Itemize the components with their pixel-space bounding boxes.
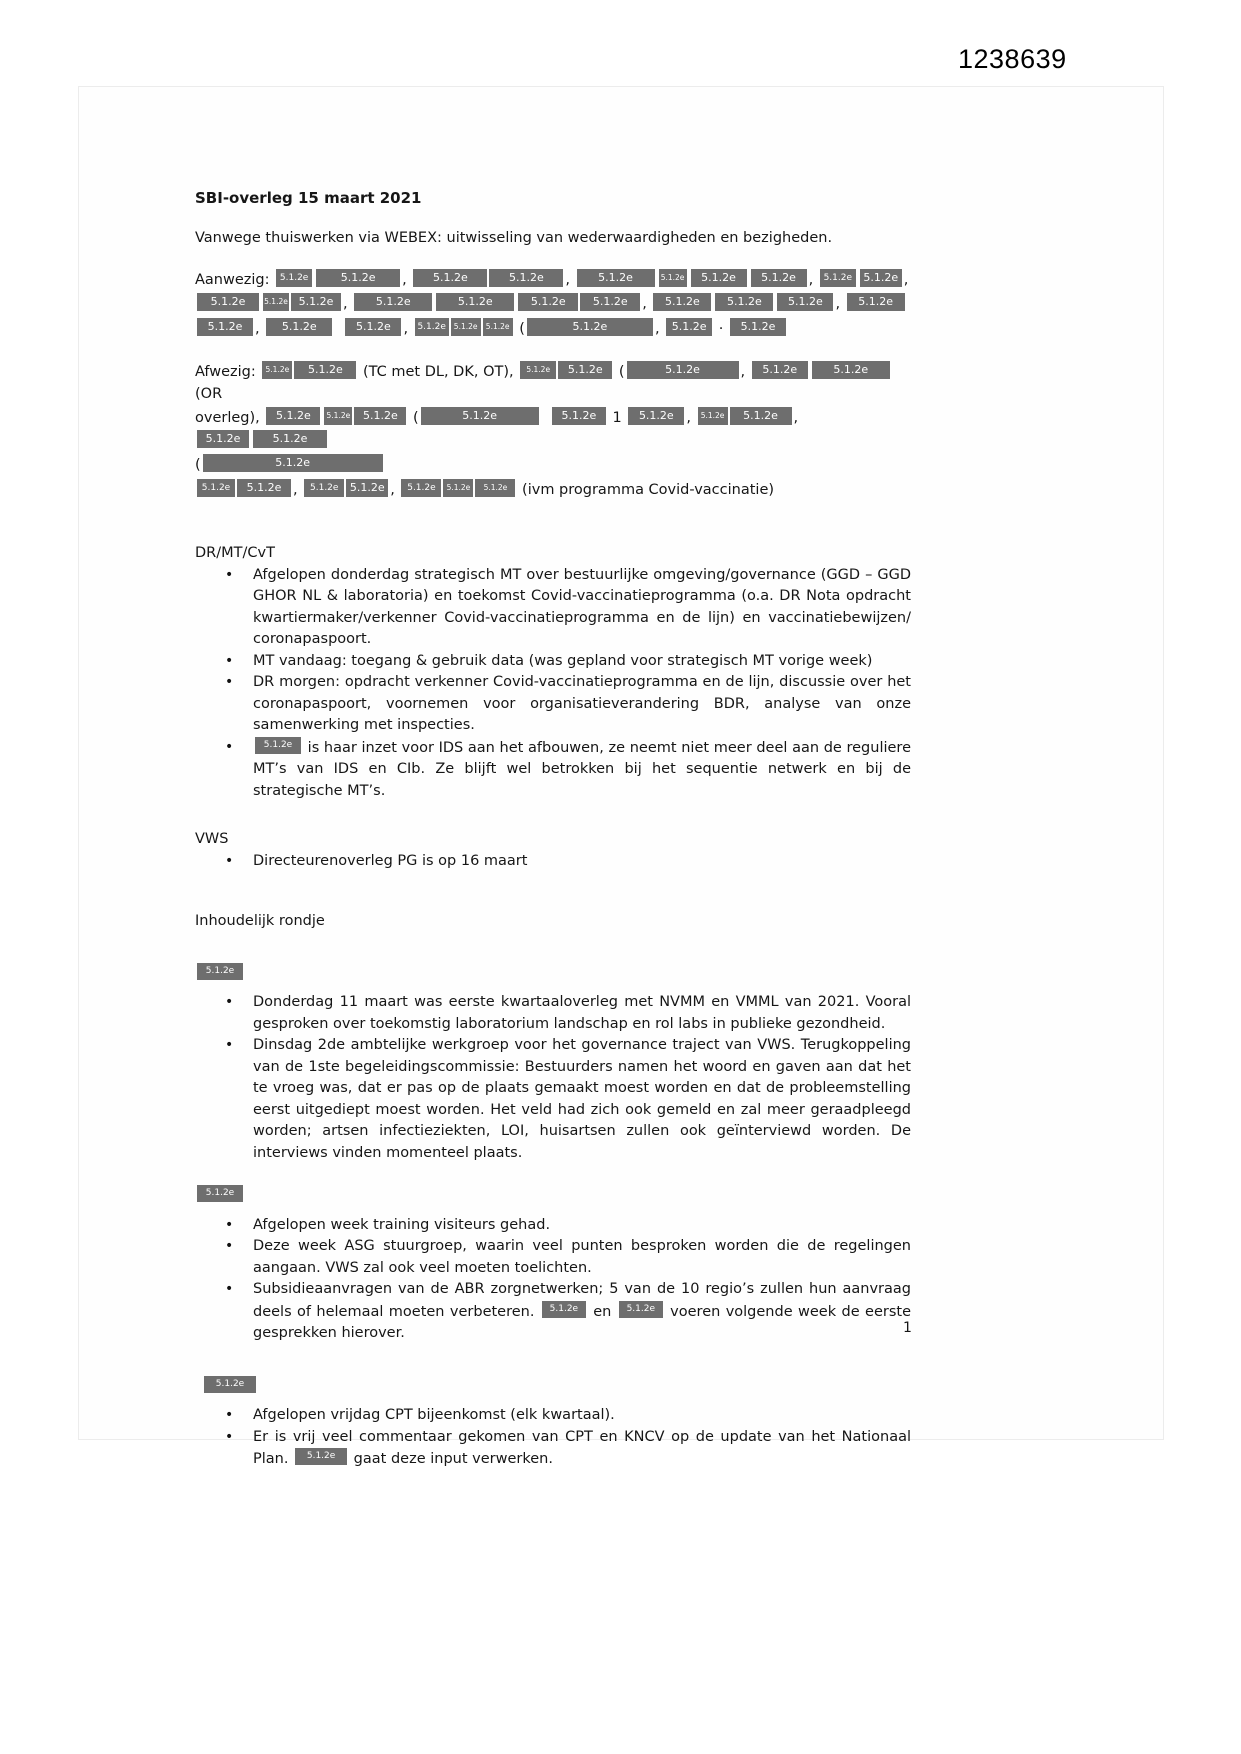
- redaction-box: 5.1.2e: [197, 293, 259, 311]
- text-fragment: (: [408, 410, 419, 426]
- redaction-box: 5.1.2e: [751, 269, 807, 287]
- redaction-box: 5.1.2e: [475, 479, 515, 497]
- text-fragment: ·: [714, 320, 728, 337]
- redaction-box: 5.1.2e: [413, 269, 487, 287]
- redaction-row: [195, 269, 911, 292]
- redaction-box: 5.1.2e: [820, 269, 856, 287]
- section-rondje: [195, 911, 911, 933]
- redaction-box: 5.1.2e: [752, 361, 808, 379]
- section-heading: Inhoudelijk rondje: [195, 913, 325, 929]
- redaction-box: 5.1.2e: [266, 318, 332, 336]
- sections-container: [195, 543, 916, 1471]
- redaction-box: 5.1.2e: [558, 361, 612, 379]
- text-fragment: (: [614, 364, 625, 380]
- redaction-box: 5.1.2e: [304, 479, 344, 497]
- section-block-c: [195, 1376, 916, 1471]
- text-fragment: ,: [390, 481, 400, 498]
- redaction-box: 5.1.2e: [255, 737, 301, 754]
- bullet-list: [195, 1405, 916, 1471]
- bullet-item: [253, 1215, 911, 1237]
- text-fragment: ,: [903, 271, 909, 288]
- redaction-box: 5.1.2e: [577, 269, 655, 287]
- text-fragment: ,: [403, 320, 413, 337]
- section-block-b: [195, 1185, 916, 1345]
- bullet-item: [253, 565, 916, 651]
- text-fragment: Afwezig:: [195, 364, 261, 380]
- text-fragment: DR morgen: opdracht verkenner Covid-vaccinatieprogramma en de lijn, discussie over het coronapaspoort, voornemen voor organisatieverandering BDR, analyse van onze samenwerking met inspecties.: [253, 674, 916, 733]
- redaction-box: 5.1.2e: [552, 407, 606, 425]
- text-fragment: ,: [686, 410, 696, 426]
- redaction-box: 5.1.2e: [542, 1301, 586, 1318]
- bullet-list: [195, 565, 916, 803]
- redaction-box: 5.1.2e: [518, 293, 578, 311]
- text-fragment: Er is vrij veel commentaar gekomen van CPT en KNCV op de update van het Nationaal Plan.: [253, 1428, 916, 1467]
- redaction-box: 5.1.2e: [276, 269, 312, 287]
- redaction-box: 5.1.2e: [483, 318, 513, 336]
- text-fragment: ,: [835, 296, 845, 312]
- section-redacted-heading: [195, 1376, 911, 1399]
- text-fragment: Dinsdag 2de ambtelijke werkgroep voor het governance traject van VWS. Terugkoppeling van de 1ste begeleidingscommissie: Bestuurders namen het woord en gaven aan dat het te vroeg was, dat er pas op de plaats gemaakt moest worden en dat de probleemstelling eerst uitgediept moest worden. Het veld had zich ook gemeld en zal meer geraadpleegd worden; artsen infectieziekten, LOI, huisartsen zullen ook geïnterviewd worden. De interviews vinden momenteel plaats.: [253, 1037, 916, 1161]
- redaction-box: 5.1.2e: [421, 407, 539, 425]
- redaction-box: 5.1.2e: [451, 318, 481, 336]
- text-fragment: MT vandaag: toegang & gebruik data (was gepland voor strategisch MT vorige week): [253, 652, 873, 669]
- redaction-box: 5.1.2e: [295, 1448, 347, 1465]
- section-heading: VWS: [195, 831, 229, 847]
- redaction-box: 5.1.2e: [197, 1185, 243, 1202]
- section-drmt: [195, 543, 916, 802]
- redaction-box: 5.1.2e: [691, 269, 747, 287]
- intro-paragraph: Vanwege thuiswerken via WEBEX: uitwisseling van wederwaardigheden en bezigheden.: [195, 230, 833, 246]
- bullet-item: [253, 1427, 916, 1471]
- page-number: 1: [903, 1320, 912, 1336]
- afwezig-block: [195, 361, 911, 501]
- redaction-box: 5.1.2e: [847, 293, 905, 311]
- redaction-box: 5.1.2e: [197, 430, 249, 448]
- redaction-box: 5.1.2e: [580, 293, 640, 311]
- bullet-item: [253, 1035, 916, 1164]
- aanwezig-block: [195, 269, 911, 341]
- section-heading: DR/MT/CvT: [195, 545, 275, 561]
- redaction-box: 5.1.2e: [619, 1301, 663, 1318]
- text-fragment: (: [514, 320, 525, 337]
- text-fragment: Directeurenoverleg PG is op 16 maart: [253, 852, 528, 869]
- redaction-row: [195, 407, 911, 452]
- redaction-box: 5.1.2e: [627, 361, 739, 379]
- redaction-box: 5.1.2e: [812, 361, 890, 379]
- text-fragment: [334, 321, 343, 337]
- redaction-box: 5.1.2e: [520, 361, 556, 379]
- redaction-box: 5.1.2e: [237, 479, 291, 497]
- redaction-box: 5.1.2e: [489, 269, 563, 287]
- bullet-item: [253, 1279, 916, 1345]
- text-fragment: 1: [607, 410, 627, 426]
- bullet-item: [253, 992, 916, 1035]
- bullet-item: [253, 1405, 911, 1427]
- bullet-item: [253, 651, 911, 673]
- text-fragment: (ivm programma Covid-vaccinatie): [517, 481, 775, 498]
- redaction-box: 5.1.2e: [401, 479, 441, 497]
- redaction-box: 5.1.2e: [197, 318, 253, 336]
- text-fragment: gaat deze input verwerken.: [349, 1451, 553, 1467]
- text-fragment: ,: [255, 320, 265, 337]
- text-fragment: ,: [293, 481, 303, 498]
- text-fragment: ,: [793, 410, 803, 426]
- section-vws: [195, 829, 911, 872]
- redaction-box: 5.1.2e: [666, 318, 712, 336]
- redaction-box: 5.1.2e: [262, 361, 292, 379]
- bullet-item: [253, 672, 916, 737]
- text-fragment: Afgelopen week training visiteurs gehad.: [253, 1216, 551, 1233]
- redaction-box: 5.1.2e: [354, 407, 406, 425]
- redaction-row: [195, 479, 911, 502]
- redaction-box: 5.1.2e: [263, 293, 289, 311]
- text-fragment: (: [195, 457, 201, 473]
- redaction-box: 5.1.2e: [253, 430, 327, 448]
- text-fragment: Subsidieaanvragen van de ABR zorgnetwerken; 5 van de 10 regio’s zullen hun aanvraag deels of helemaal moeten verbeteren.: [253, 1281, 916, 1320]
- redaction-box: 5.1.2e: [294, 361, 356, 379]
- section-block-a: [195, 963, 916, 1165]
- redaction-box: 5.1.2e: [628, 407, 684, 425]
- redaction-box: 5.1.2e: [659, 269, 687, 287]
- redaction-box: 5.1.2e: [204, 1376, 256, 1393]
- redaction-box: 5.1.2e: [324, 407, 352, 425]
- redaction-box: 5.1.2e: [860, 269, 902, 287]
- text-fragment: ,: [642, 296, 652, 312]
- redaction-box: 5.1.2e: [291, 293, 341, 311]
- text-fragment: voeren volgende week de eerste gesprekken hierover.: [253, 1303, 916, 1341]
- text-fragment: (TC met DL, DK, OT),: [358, 364, 519, 380]
- redaction-box: 5.1.2e: [346, 479, 388, 497]
- redaction-box: 5.1.2e: [653, 293, 711, 311]
- text-fragment: (OR: [195, 364, 897, 402]
- bullet-list: [195, 1215, 916, 1345]
- redaction-box: 5.1.2e: [345, 318, 401, 336]
- section-redacted-heading: [195, 963, 911, 986]
- redaction-box: 5.1.2e: [777, 293, 833, 311]
- redaction-row: [195, 318, 911, 341]
- text-fragment: ,: [740, 364, 750, 380]
- redaction-box: 5.1.2e: [266, 407, 320, 425]
- redaction-row: [195, 361, 911, 405]
- bullet-list: [195, 992, 916, 1164]
- redaction-box: 5.1.2e: [415, 318, 449, 336]
- text-fragment: Aanwezig:: [195, 271, 275, 288]
- text-fragment: Afgelopen vrijdag CPT bijeenkomst (elk kwartaal).: [253, 1407, 615, 1423]
- text-fragment: Deze week ASG stuurgroep, waarin veel punten besproken worden die de regelingen aangaan. VWS zal ook veel moeten toelichten.: [253, 1238, 916, 1276]
- document-content: [195, 188, 916, 1471]
- text-fragment: ,: [654, 320, 665, 337]
- text-fragment: is haar inzet voor IDS aan het afbouwen, ze neemt niet meer deel aan de reguliere MT’s van IDS en CIb. Ze blijft wel betrokken bij het sequentie netwerk en bij de strategische MT’s.: [253, 739, 916, 799]
- redaction-box: 5.1.2e: [527, 318, 653, 336]
- bullet-list: [195, 851, 911, 873]
- text-fragment: ,: [402, 271, 412, 288]
- text-fragment: ,: [808, 271, 818, 288]
- redaction-box: 5.1.2e: [715, 293, 773, 311]
- redaction-box: 5.1.2e: [354, 293, 432, 311]
- redaction-row: [195, 454, 911, 477]
- text-fragment: Afgelopen donderdag strategisch MT over bestuurlijke omgeving/governance (GGD – GGD GHOR NL & laboratoria) en toekomst Covid-vaccinatieprogramma (o.a. DR Nota opdracht kwartiermaker/verkenner Covid-vaccinatieprogramma en de lijn) en vaccinatiebewijzen/ coronapaspoort.: [253, 566, 916, 647]
- redaction-box: 5.1.2e: [730, 407, 792, 425]
- text-fragment: overleg),: [195, 410, 265, 426]
- redaction-box: 5.1.2e: [436, 293, 514, 311]
- section-redacted-heading: [195, 1185, 911, 1208]
- page-title: SBI-overleg 15 maart 2021: [195, 189, 422, 207]
- text-fragment: ,: [343, 296, 353, 312]
- redaction-box: 5.1.2e: [197, 963, 243, 980]
- redaction-box: 5.1.2e: [443, 479, 473, 497]
- redaction-row: [195, 293, 911, 316]
- redaction-box: 5.1.2e: [197, 479, 235, 497]
- redaction-box: 5.1.2e: [698, 407, 728, 425]
- redaction-box: 5.1.2e: [316, 269, 400, 287]
- document-number: 1238639: [958, 44, 1067, 74]
- text-fragment: [541, 410, 550, 426]
- bullet-item: [253, 851, 911, 873]
- bullet-item: [253, 737, 916, 803]
- text-fragment: en: [587, 1303, 617, 1320]
- text-fragment: ,: [565, 271, 575, 288]
- text-fragment: Donderdag 11 maart was eerste kwartaaloverleg met NVMM en VMML van 2021. Vooral gesproken over toekomstig laboratorium landschap en rol labs in publieke gezondheid.: [253, 994, 916, 1032]
- redaction-box: 5.1.2e: [730, 318, 786, 336]
- bullet-item: [253, 1236, 916, 1279]
- redaction-box: 5.1.2e: [203, 454, 383, 472]
